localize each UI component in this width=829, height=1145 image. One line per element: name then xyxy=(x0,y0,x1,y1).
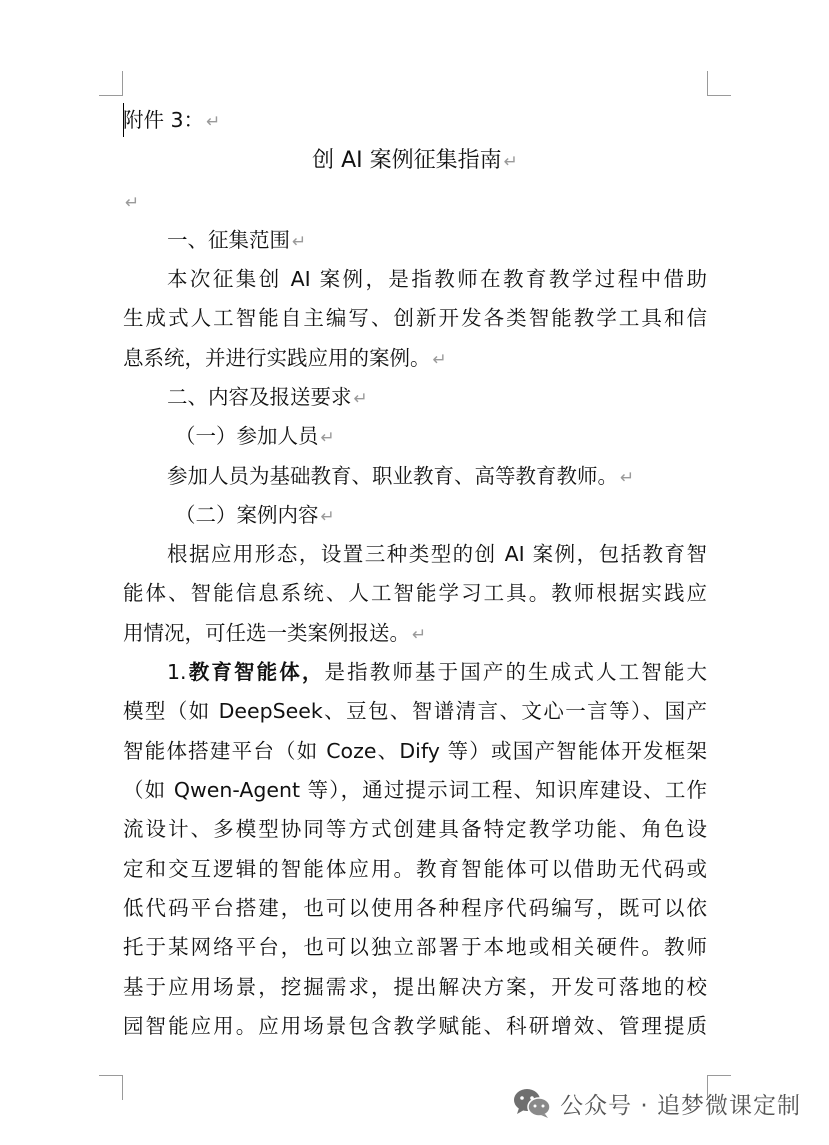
para1-line[interactable]: 本次征集创 AI 案例，是指教师在教育教学过程中借助 xyxy=(167,267,707,291)
crop-mark-bottom-left xyxy=(99,1075,123,1100)
document-title[interactable]: 创 AI 案例征集指南 ↵ xyxy=(312,148,518,173)
item1-line[interactable]: （如 Qwen-Agent 等），通过提示词工程、知识库建设、工作 xyxy=(123,778,707,802)
paragraph-mark: ↵ xyxy=(432,350,447,370)
watermark xyxy=(512,1085,801,1121)
para1-line[interactable]: 生成式人工智能自主编写、创新开发各类智能教学工具和信 xyxy=(123,306,707,330)
sub2-heading[interactable]: （二）案例内容 ↵ xyxy=(175,503,335,527)
paragraph-mark: ↵ xyxy=(206,112,221,132)
attachment-label[interactable]: 附件 3： ↵ xyxy=(123,108,221,132)
paragraph-mark: ↵ xyxy=(125,193,140,213)
para2-line[interactable]: 根据应用形态，设置三种类型的创 AI 案例，包括教育智 xyxy=(167,542,707,566)
paragraph-mark: ↵ xyxy=(320,507,335,527)
paragraph-mark: ↵ xyxy=(503,152,518,172)
paragraph-mark: ↵ xyxy=(412,625,427,645)
sub1-heading[interactable]: （一）参加人员 ↵ xyxy=(175,424,335,448)
paragraph-mark: ↵ xyxy=(620,468,635,488)
item1-line[interactable]: 低代码平台搭建，也可以使用各种程序代码编写，既可以依 xyxy=(123,896,707,920)
para2-line[interactable]: 能体、智能信息系统、人工智能学习工具。教师根据实践应 xyxy=(123,581,707,605)
paragraph-mark: ↵ xyxy=(292,232,307,252)
item1-line[interactable]: 流设计、多模型协同等方式创建具备特定教学功能、角色设 xyxy=(123,817,707,841)
item1-line[interactable]: 基于应用场景，挖掘需求，提出解决方案，开发可落地的校 xyxy=(123,975,707,999)
para2-line-last[interactable]: 用情况，可任选一类案例报送。 ↵ xyxy=(123,621,427,645)
crop-mark-top-left xyxy=(99,71,123,96)
wechat-icon xyxy=(512,1087,552,1119)
item1-line[interactable]: 园智能应用。应用场景包含教学赋能、科研增效、管理提质 xyxy=(123,1014,707,1038)
item1-line[interactable]: 托于某网络平台，也可以独立部署于本地或相关硬件。教师 xyxy=(123,935,707,959)
empty-paragraph[interactable] xyxy=(123,182,707,221)
para1-line-last[interactable]: 息系统，并进行实践应用的案例。 ↵ xyxy=(123,346,447,370)
paragraph-mark: ↵ xyxy=(353,389,368,409)
sub1-text[interactable]: 参加人员为基础教育、职业教育、高等教育教师。 ↵ xyxy=(167,464,635,488)
item1-line[interactable]: 模型（如 DeepSeek、豆包、智谱清言、文心一言等）、国产 xyxy=(123,699,707,723)
paragraph-mark: ↵ xyxy=(320,428,335,448)
section1-heading[interactable]: 一、征集范围 ↵ xyxy=(167,228,307,252)
watermark-text: 公众号 · 追梦微课定制 xyxy=(560,1092,801,1119)
item1-line[interactable]: 定和交互逻辑的智能体应用。教育智能体可以借助无代码或 xyxy=(123,857,707,881)
section2-heading[interactable]: 二、内容及报送要求 ↵ xyxy=(167,385,368,409)
item1-line-first[interactable]: 1.教育智能体，是指教师基于国产的生成式人工智能大 xyxy=(167,660,708,684)
item1-line[interactable]: 智能体搭建平台（如 Coze、Dify 等）或国产智能体开发框架 xyxy=(123,739,707,763)
crop-mark-top-right xyxy=(707,71,731,96)
